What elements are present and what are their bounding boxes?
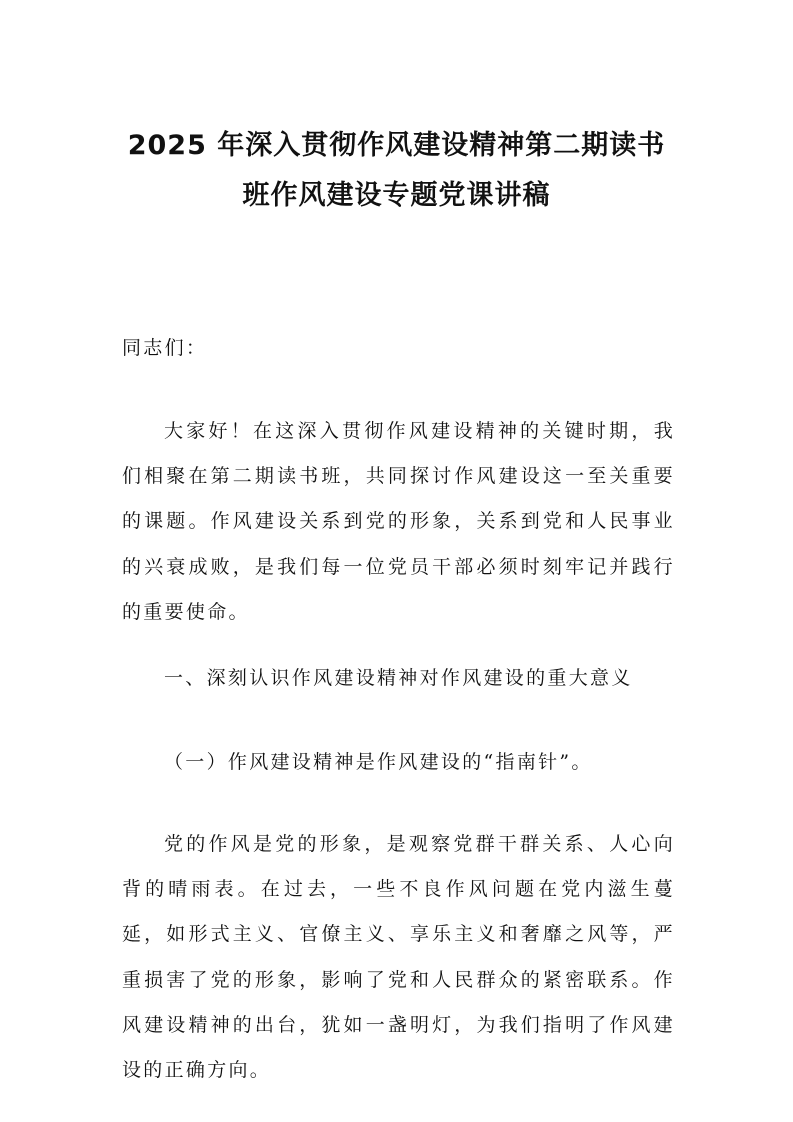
section-heading: 一、深刻认识作风建设精神对作风建设的重大意义 (164, 667, 633, 689)
document-title-line-1: 2025 年深入贯彻作风建设精神第二期读书 (127, 130, 666, 161)
body-paragraph: 党的作风是党的形象，是观察党群干群关系、人心向背的晴雨表。在过去，一些不良作风问题在党内滋生蔓延，如形式主义、官僚主义、享乐主义和奢靡之风等，严重损害了党的形象，影响了党和人民群众的紧密联系。作风建设精神的出台，犹如一盏明灯，为我们指明了作风建设的正确方向。 (122, 833, 675, 1082)
subsection-heading: （一）作风建设精神是作风建设的“指南针”。 (164, 751, 593, 773)
document-title-line-2: 班作风建设专题党课讲稿 (242, 180, 551, 211)
opening-paragraph: 大家好！在这深入贯彻作风建设精神的关键时期，我们相聚在第二期读书班，共同探讨作风建设这一至关重要的课题。作风建设关系到党的形象，关系到党和人民事业的兴衰成败，是我们每一位党员干部必须时刻牢记并践行的重要使命。 (122, 420, 675, 623)
greeting: 同志们： (122, 337, 208, 359)
